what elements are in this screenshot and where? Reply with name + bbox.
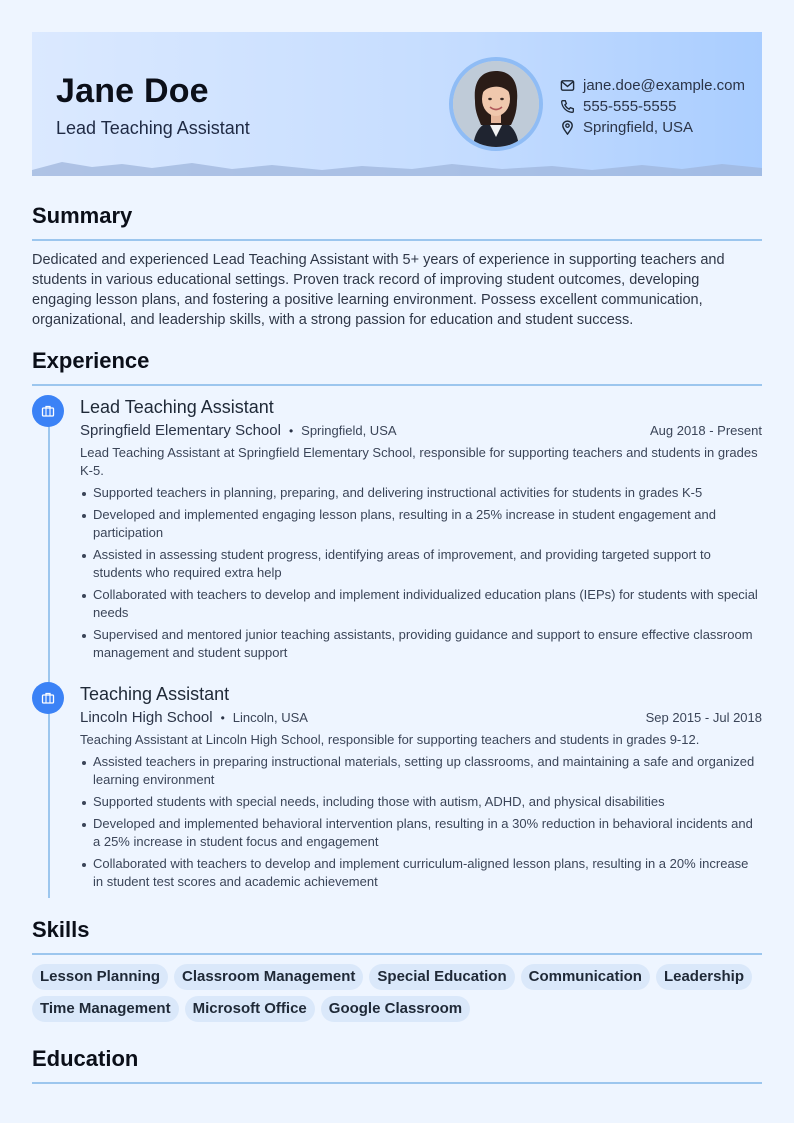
job-bullets (80, 484, 762, 662)
skill-chip: Google Classroom (321, 996, 470, 1022)
job-details (80, 682, 762, 895)
briefcase-icon (41, 691, 55, 705)
list-item: Developed and implemented engaging lesson plans, resulting in a 25% increase in student engagement and participation (80, 506, 762, 542)
job-icon-badge (32, 682, 64, 714)
job-description: Teaching Assistant at Lincoln High School, responsible for supporting teachers and students in grades 9-12. (80, 732, 700, 747)
skill-chip: Classroom Management (174, 964, 363, 990)
list-item: Developed and implemented behavioral intervention plans, resulting in a 30% reduction in behavioral incidents and a 25% increase in student focus and engagement (80, 815, 762, 851)
list-item: Supervised and mentored junior teaching assistants, providing guidance and support to ensure effective classroom management and student support (80, 626, 762, 662)
email-text: jane.doe@example.com (583, 77, 745, 94)
resume-header (32, 32, 762, 176)
job-company: Springfield Elementary School (80, 422, 281, 439)
education-heading: Education (32, 1046, 762, 1084)
job-details (80, 395, 762, 666)
resume-page (32, 32, 762, 1071)
job-company: Lincoln High School (80, 709, 213, 726)
education-section (32, 1046, 762, 1084)
list-item: Assisted teachers in preparing instructional materials, setting up classrooms, and maintaining a safe and organized learning environment (80, 753, 762, 789)
list-item: Supported teachers in planning, preparing, and delivering instructional activities for students in grades K-5 (80, 484, 762, 502)
contact-info (560, 75, 745, 138)
job-dates: Sep 2015 - Jul 2018 (645, 710, 762, 725)
skills-section (32, 917, 762, 1022)
job-location: Lincoln, USA (232, 710, 308, 725)
job-dates: Aug 2018 - Present (649, 423, 762, 438)
timeline-line (48, 410, 50, 898)
candidate-role: Lead Teaching Assistant (56, 118, 250, 138)
summary-heading: Summary (32, 203, 762, 241)
job-meta (80, 709, 762, 729)
phone-icon (560, 99, 575, 114)
job-location: Springfield, USA (301, 423, 397, 438)
skill-chip: Special Education (369, 964, 514, 990)
list-item: Collaborated with teachers to develop and implement curriculum-aligned lesson plans, resulting in a 20% increase in student test scores and academic achievement (80, 855, 762, 891)
job-icon-badge (32, 395, 64, 427)
avatar (449, 57, 543, 151)
location-text: Springfield, USA (583, 119, 694, 136)
list-item: Assisted in assessing student progress, identifying areas of improvement, and providing targeted support to students who required extra help (80, 546, 762, 582)
job-meta (80, 422, 762, 442)
map-pin-icon (560, 120, 575, 135)
job-title: Teaching Assistant (80, 684, 230, 704)
contact-location (560, 117, 745, 138)
job-title: Lead Teaching Assistant (80, 397, 274, 417)
header-wave-decoration (32, 160, 762, 176)
candidate-name: Jane Doe (56, 72, 209, 110)
summary-section (32, 203, 762, 330)
separator-dot: • (288, 424, 294, 438)
skill-chip: Lesson Planning (32, 964, 168, 990)
avatar-portrait (453, 61, 539, 147)
skill-chip: Leadership (656, 964, 752, 990)
skills-heading: Skills (32, 917, 762, 955)
summary-text: Dedicated and experienced Lead Teaching Assistant with 5+ years of experience in supporting teachers and students in various educational settings. Proven track record of improving student outcomes, developing engaging lesson plans, and fostering a positive learning environment. Possess excellent communication, organizational, and leadership skills, with a strong passion for education and student success. (32, 252, 725, 328)
list-item: Supported students with special needs, including those with autism, ADHD, and physical disabilities (80, 793, 762, 811)
job-bullets (80, 753, 762, 891)
phone-text: 555-555-5555 (583, 98, 677, 115)
mail-icon (560, 78, 575, 93)
contact-email[interactable] (560, 75, 745, 96)
skill-chip: Communication (521, 964, 650, 990)
experience-section (32, 348, 762, 386)
contact-phone[interactable] (560, 96, 745, 117)
skills-list (32, 964, 762, 1022)
skill-chip: Microsoft Office (185, 996, 315, 1022)
separator-dot: • (220, 711, 225, 725)
experience-heading: Experience (32, 348, 762, 386)
job-description: Lead Teaching Assistant at Springfield Elementary School, responsible for supporting teachers and students in grades K-5. (80, 445, 758, 478)
list-item: Collaborated with teachers to develop and implement individualized education plans (IEPs) for students with special needs (80, 586, 762, 622)
briefcase-icon (41, 404, 55, 418)
skill-chip: Time Management (32, 996, 179, 1022)
